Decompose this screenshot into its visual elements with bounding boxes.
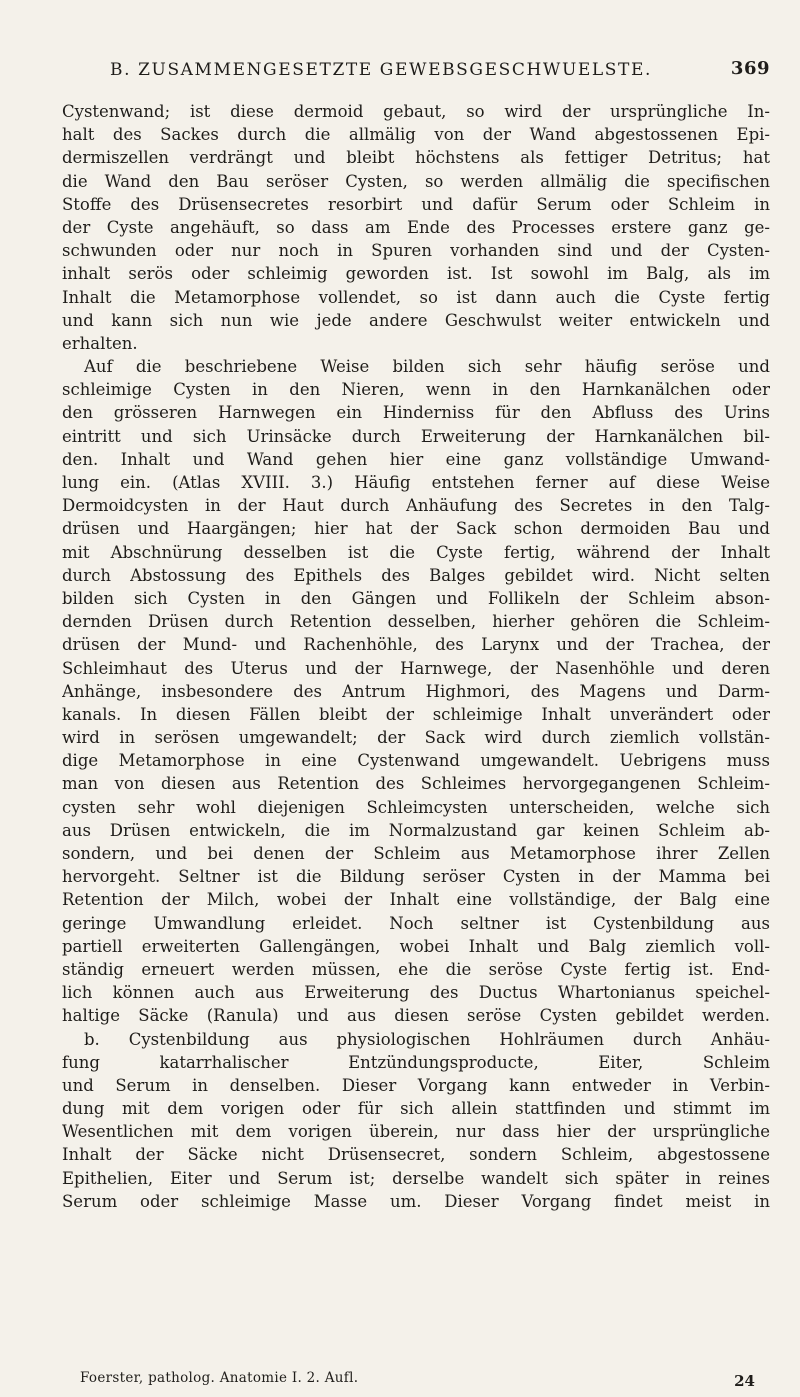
text-line: Wesentlichen mit dem vorigen überein, nur dass hier der ursprüngliche	[62, 1122, 770, 1142]
text-line: den. Inhalt und Wand gehen hier eine ganz vollständige Umwand-	[62, 449, 770, 469]
text-line: Dermoidcysten in der Haut durch Anhäufung des Secretes in den Talg-	[62, 496, 770, 516]
text-line: geringe Umwandlung erleidet. Noch seltner ist Cystenbildung aus	[62, 913, 770, 933]
text-line: Anhänge, insbesondere des Antrum Highmori, des Magens und Darm-	[62, 681, 770, 701]
text-line: der Cyste angehäuft, so dass am Ende des Processes erstere ganz ge-	[62, 217, 770, 237]
text-line: Auf die beschriebene Weise bilden sich sehr häufig seröse und	[84, 357, 770, 377]
text-line: Retention der Milch, wobei der Inhalt eine vollständige, der Balg eine	[62, 890, 770, 910]
running-head: B. ZUSAMMENGESETZTE GEWEBSGESCHWUELSTE.	[110, 60, 652, 80]
text-line: ständig erneuert werden müssen, ehe die seröse Cyste fertig ist. End-	[62, 959, 770, 979]
text-line: und kann sich nun wie jede andere Geschwulst weiter entwickeln und	[62, 310, 770, 330]
footer-reference: Foerster, patholog. Anatomie I. 2. Aufl.	[80, 1370, 359, 1386]
text-line: b. Cystenbildung aus physiologischen Hohlräumen durch Anhäu-	[84, 1029, 770, 1049]
text-line: Inhalt der Säcke nicht Drüsensecret, sondern Schleim, abgestossene	[62, 1145, 770, 1165]
text-line: Cystenwand; ist diese dermoid gebaut, so wird der ursprüngliche In-	[62, 102, 770, 121]
text-line: lung ein. (Atlas XVIII. 3.) Häufig entstehen ferner auf diese Weise	[62, 473, 770, 492]
text-line: wird in serösen umgewandelt; der Sack wird durch ziemlich vollstän-	[62, 728, 770, 748]
text-line: haltige Säcke (Ranula) und aus diesen seröse Cysten gebildet werden.	[62, 1006, 770, 1026]
text-line: kanals. In diesen Fällen bleibt der schleimige Inhalt unverändert oder	[62, 704, 770, 724]
text-line: dernden Drüsen durch Retention desselben, hierher gehören die Schleim-	[62, 612, 770, 632]
text-line: schwunden oder nur noch in Spuren vorhanden sind und der Cysten-	[62, 241, 770, 261]
text-line: drüsen und Haargängen; hier hat der Sack schon dermoiden Bau und	[62, 519, 770, 539]
text-line: dige Metamorphose in eine Cystenwand umgewandelt. Uebrigens muss	[62, 751, 770, 771]
text-line: cysten sehr wohl diejenigen Schleimcysten unterscheiden, welche sich	[62, 797, 770, 817]
text-line: lich können auch aus Erweiterung des Ductus Whartonianus speichel-	[62, 983, 770, 1003]
text-line: halt des Sackes durch die allmälig von der Wand abgestossenen Epi-	[62, 125, 770, 145]
text-line: Serum oder schleimige Masse um. Dieser Vorgang findet meist in	[62, 1191, 770, 1211]
text-line: dung mit dem vorigen oder für sich allein stattfinden und stimmt im	[62, 1099, 770, 1119]
text-line: und Serum in denselben. Dieser Vorgang kann entweder in Verbin-	[62, 1075, 770, 1095]
text-line: schleimige Cysten in den Nieren, wenn in den Harnkanälchen oder	[62, 380, 770, 400]
text-line: Epithelien, Eiter und Serum ist; derselbe wandelt sich später in reines	[62, 1168, 770, 1188]
text-line: Schleimhaut des Uterus und der Harnwege, der Nasenhöhle und deren	[62, 658, 770, 678]
text-line: Stoffe des Drüsensecretes resorbirt und dafür Serum oder Schleim in	[62, 194, 770, 214]
text-line: bilden sich Cysten in den Gängen und Follikeln der Schleim abson-	[62, 588, 770, 608]
text-line: den grösseren Harnwegen ein Hinderniss für den Abfluss des Urins	[62, 403, 770, 423]
text-line: man von diesen aus Retention des Schleimes hervorgegangenen Schleim-	[62, 774, 770, 794]
text-line: inhalt serös oder schleimig geworden ist. Ist sowohl im Balg, als im	[62, 264, 770, 284]
text-line: partiell erweiterten Gallengängen, wobei Inhalt und Balg ziemlich voll-	[62, 936, 770, 956]
text-line: die Wand den Bau seröser Cysten, so werden allmälig die specifischen	[62, 171, 770, 191]
text-line: fung katarrhalischer Entzündungsproducte, Eiter, Schleim	[62, 1052, 770, 1072]
text-line: aus Drüsen entwickeln, die im Normalzustand gar keinen Schleim ab-	[62, 820, 770, 840]
text-line: eintritt und sich Urinsäcke durch Erweiterung der Harnkanälchen bil-	[62, 426, 770, 446]
text-line: drüsen der Mund- und Rachenhöhle, des Larynx und der Trachea, der	[62, 635, 770, 655]
page-footer	[80, 1370, 770, 1390]
text-line: dermiszellen verdrängt und bleibt höchstens als fettiger Detritus; hat	[62, 148, 770, 168]
text-line: erhalten.	[62, 333, 138, 353]
text-line: hervorgeht. Seltner ist die Bildung seröser Cysten in der Mamma bei	[62, 867, 770, 887]
page-number: 369	[730, 58, 770, 79]
text-line: sondern, und bei denen der Schleim aus Metamorphose ihrer Zellen	[62, 844, 770, 863]
text-line: durch Abstossung des Epithels des Balges gebildet wird. Nicht selten	[62, 565, 770, 585]
body-text	[62, 100, 770, 1213]
signature-mark: 24	[734, 1372, 755, 1390]
text-line: Inhalt die Metamorphose vollendet, so ist dann auch die Cyste fertig	[62, 287, 770, 307]
text-line: mit Abschnürung desselben ist die Cyste fertig, während der Inhalt	[62, 542, 770, 562]
page-header	[60, 60, 770, 90]
